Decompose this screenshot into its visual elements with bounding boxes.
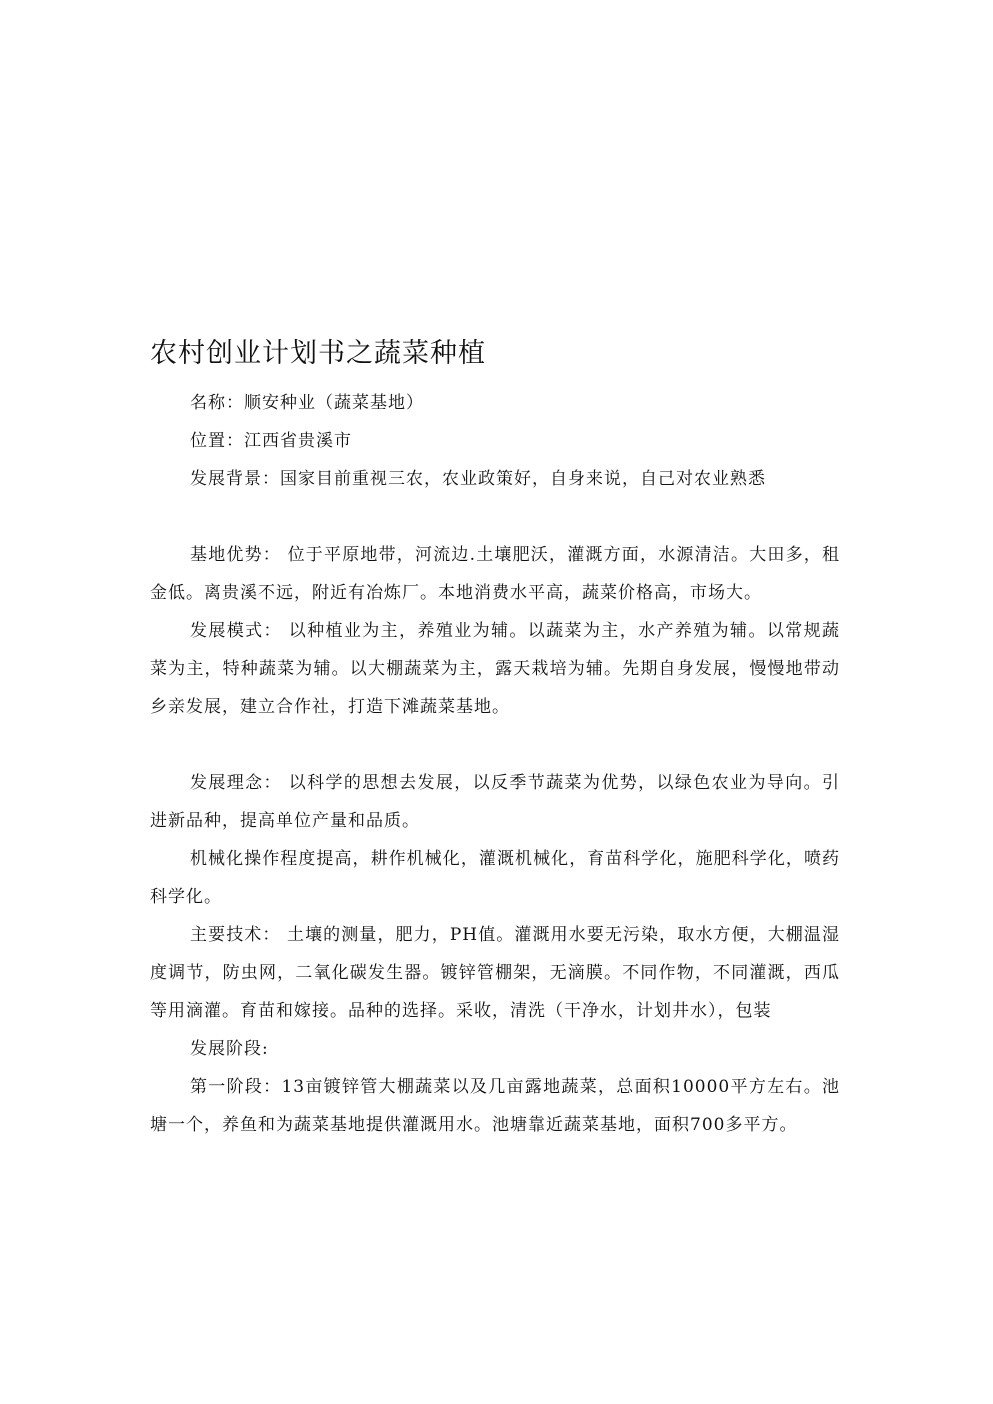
paragraph-gap [150,498,840,536]
paragraph-name: 名称：顺安种业（蔬菜基地） [190,393,424,413]
paragraph-stage-one: 第一阶段：13亩镀锌管大棚蔬菜以及几亩露地蔬菜，总面积10000平方左右。池塘一个，养鱼和为蔬菜基地提供灌溉用水。池塘靠近蔬菜基地，面积700多平方。 [150,1077,840,1135]
paragraph-stages-heading: 发展阶段: [190,1039,269,1059]
paragraph-concept: 发展理念： 以科学的思想去发展，以反季节蔬菜为优势，以绿色农业为导向。引进新品种，提高单位产量和品质。 [150,773,840,831]
paragraph-technology: 主要技术： 土壤的测量，肥力，PH值。灌溉用水要无污染，取水方便，大棚温湿度调节，防虫网，二氧化碳发生器。镀锌管棚架，无滴膜。不同作物，不同灌溉，西瓜等用滴灌。育苗和嫁接。品种的选择。采收，清洗（干净水，计划井水），包装 [150,925,840,1021]
paragraph-model: 发展模式： 以种植业为主，养殖业为辅。以蔬菜为主，水产养殖为辅。以常规蔬菜为主，特种蔬菜为辅。以大棚蔬菜为主，露天栽培为辅。先期自身发展，慢慢地带动乡亲发展，建立合作社，打造下滩蔬菜基地。 [150,621,840,717]
paragraph-location: 位置：江西省贵溪市 [190,431,352,451]
document-body [150,384,840,1144]
page-title: 农村创业计划书之蔬菜种植 [150,338,486,369]
paragraph-gap [150,726,840,764]
paragraph-advantages: 基地优势： 位于平原地带，河流边.土壤肥沃，灌溉方面，水源清洁。大田多，租金低。离贵溪不远，附近有冶炼厂。本地消费水平高，蔬菜价格高，市场大。 [150,545,840,603]
paragraph-mechanization: 机械化操作程度提高，耕作机械化，灌溉机械化，育苗科学化，施肥科学化，喷药科学化。 [150,849,840,907]
paragraph-background: 发展背景：国家目前重视三农，农业政策好，自身来说，自己对农业熟悉 [190,469,766,489]
